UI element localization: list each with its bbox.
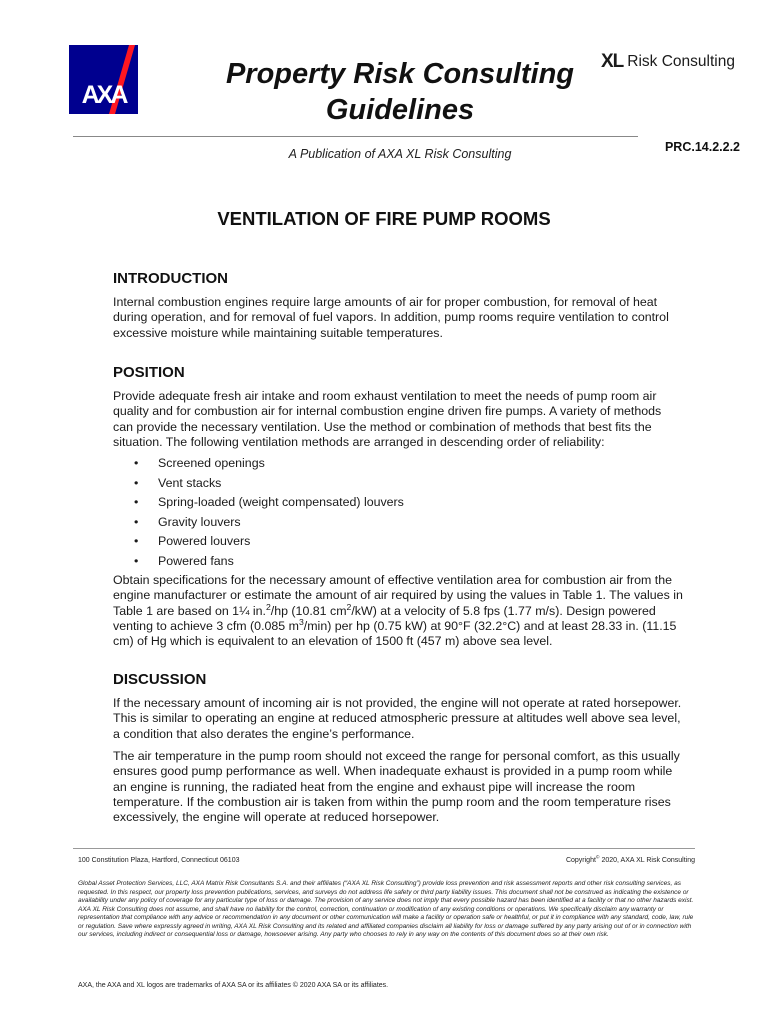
bullet-icon: • <box>134 553 139 568</box>
header-divider <box>73 136 638 137</box>
document-title: VENTILATION OF FIRE PUMP ROOMS <box>217 208 551 229</box>
introduction-paragraph: Internal combustion engines require large amounts of air for proper combustion, for removal of heat during operation, and for removal of fuel vapors. In addition, pump rooms require ventilation to control excessive moisture while maintaining suitable temperatures. <box>113 295 669 340</box>
bullet-icon: • <box>134 534 139 548</box>
superscript: 2 <box>346 601 352 612</box>
copyright-symbol: © <box>595 855 600 861</box>
list-item <box>113 554 673 574</box>
spec-text-2: /hp (10.81 cm <box>270 603 347 618</box>
publication-title-line1: Property Risk Consulting <box>225 58 575 90</box>
list-item-text: Vent stacks <box>158 475 222 490</box>
list-item-text: Spring-loaded (weight compensated) louvers <box>158 495 404 509</box>
bullet-icon: • <box>134 495 139 509</box>
legal-disclaimer: Global Asset Protection Services, LLC, AXA Matrix Risk Consultants S.A. and their affiliates (“AXA XL Risk Consulting”) provide loss prevention and risk assessment reports and other risk consulting services, as requested. In this respect, our property loss prevention publications, services, and surveys do not address life safety or third party liability issues. This document shall not be construed as indicating the existence or availability under any policy of coverage for any particular type of loss or damage. The provision of any service does not imply that every possible hazard has been identified at a facility or that no other hazards exist. AXA XL Risk Consulting does not assume, and shall have no liability for the control, correction, continuation or modification of any existing conditions or operations. We specifically disclaim any warranty or representation that compliance with any advice or recommendation in any document or other communication will make a facility or operation safe or healthful, or put it in compliance with any standard, code, law, rule or regulation. Save where expressly agreed in writing, AXA XL Risk Consulting and its related and affiliated companies disclaim all liability for loss or damage suffered by any party arising out of or in connection with our services, including indirect or consequential loss or damage, howsoever arising. Any party who chooses to rely in any way on the contents of this document does so at their own risk. <box>78 880 694 938</box>
spec-text-3: /kW) at a velocity of 5.8 fps (1.77 m/s). Design powered venting to achieve 3 cfm (0.085 m <box>113 603 656 633</box>
discussion-paragraph-1: If the necessary amount of incoming air is not provided, the engine will not operate at rated horsepower. This is similar to operating an engine at reduced atmospheric pressure at altitudes well above sea level, a condition that also derates the engine’s performance. <box>113 696 682 741</box>
discussion-paragraph-2: The air temperature in the pump room should not exceed the range for personal comfort, as this usually ensures good pump performance as well. When inadequate exhaust is provided in a pump room while an engine is running, the radiated heat from the engine and exhaust pipe will increase the room temperature. If the combustion air is taken from within the pump room and the room temperature rises excessively, the engine will operate at reduced horsepower. <box>113 749 680 825</box>
copyright-label: Copyright <box>565 857 596 864</box>
list-item <box>113 495 673 515</box>
list-item <box>113 476 673 496</box>
introduction-heading: INTRODUCTION <box>113 270 228 287</box>
ventilation-methods-list <box>113 456 673 573</box>
trademark-notice: AXA, the AXA and XL logos are trademarks of AXA SA or its affiliates © 2020 AXA SA or its affiliates. <box>78 982 389 989</box>
specification-paragraph <box>113 573 683 649</box>
list-item-text: Screened openings <box>158 456 265 470</box>
axa-xl-risk-consulting-brand <box>601 50 735 74</box>
bullet-icon: • <box>134 475 139 490</box>
footer-divider <box>73 848 695 849</box>
superscript: 3 <box>298 616 304 627</box>
axa-logo <box>69 45 138 114</box>
discussion-heading: DISCUSSION <box>113 671 207 688</box>
brand-text: Risk Consulting <box>627 53 735 70</box>
copyright-holder: 2020, AXA XL Risk Consulting <box>599 857 695 864</box>
list-item <box>113 456 673 476</box>
list-item <box>113 515 673 535</box>
position-heading: POSITION <box>113 364 185 381</box>
list-item-text: Gravity louvers <box>158 514 241 529</box>
spec-text-4: /min) per hp (0.75 kW) at 90°F (32.2°C) and at least 28.33 in. (11.15 cm) of Hg which is equivalent to an elevation of 1500 ft (457 m) above sea level. <box>113 618 677 649</box>
xl-mark: XL <box>601 51 624 72</box>
list-item <box>113 534 673 554</box>
footer-copyright <box>566 857 695 864</box>
publication-title-line2: Guidelines <box>325 94 475 126</box>
bullet-icon: • <box>134 514 139 529</box>
publication-title <box>200 56 600 128</box>
publication-subtitle: A Publication of AXA XL Risk Consulting <box>288 147 512 161</box>
list-item-text: Powered louvers <box>158 534 251 548</box>
spec-text-1: Obtain specifications for the necessary amount of effective ventilation area for combustion air from the engine manufacturer or estimate the amount of air required by using the values in Table 1. The values in Table 1 are based on 1¼ in. <box>113 573 683 618</box>
document-code: PRC.14.2.2.2 <box>664 140 740 154</box>
footer-address: 100 Constitution Plaza, Hartford, Connecticut 06103 <box>78 857 240 864</box>
position-paragraph: Provide adequate fresh air intake and room exhaust ventilation to meet the needs of pump room air quality and for combustion air for internal combustion engine driven fire pumps. A variety of methods can provide the necessary ventilation. Use the method or combination of methods that best fits the situation. The following ventilation methods are arranged in descending order of reliability: <box>113 389 662 449</box>
axa-logo-text: AXA <box>81 81 126 109</box>
bullet-icon: • <box>134 456 139 470</box>
list-item-text: Powered fans <box>158 553 234 568</box>
superscript: 2 <box>265 601 271 612</box>
